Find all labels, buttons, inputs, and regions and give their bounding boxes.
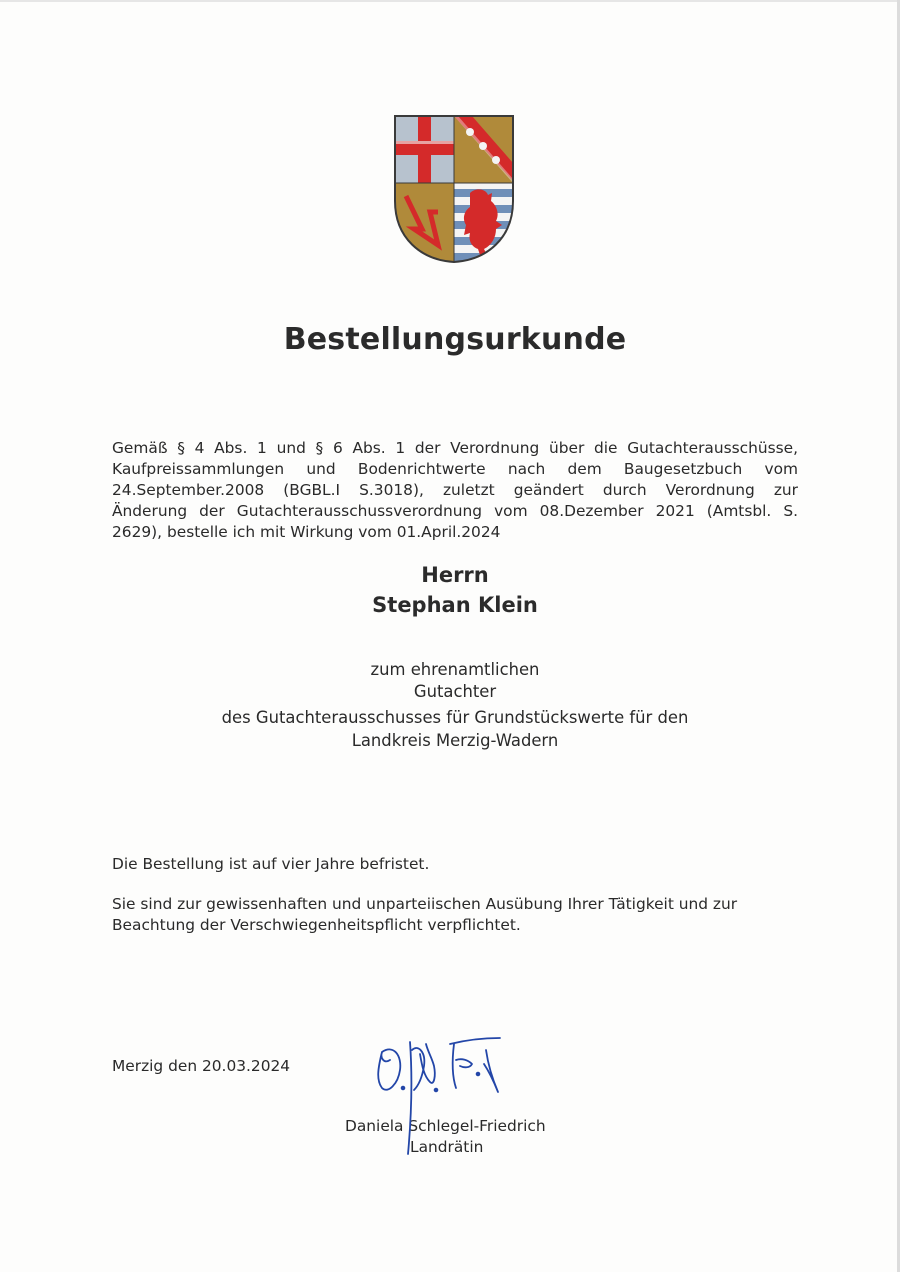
term-notice: Die Bestellung ist auf vier Jahre befristet.	[112, 855, 430, 873]
legal-basis-line: Änderung der Gutachterausschussverordnung vom 08.Dezember 2021 (Amtsbl. S.	[112, 502, 798, 520]
legal-basis-paragraph	[112, 438, 798, 543]
legal-basis-line: 24.September.2008 (BGBL.I S.3018), zuletzt geändert durch Verordnung zur	[112, 481, 798, 499]
role-line: Landkreis Merzig-Wadern	[351, 731, 559, 750]
obligation-notice: Sie sind zur gewissenhaften und unparteiischen Ausübung Ihrer Tätigkeit und zur Beachtung der Verschwiegenheitspflicht verpflichtet.	[112, 895, 738, 934]
document-title: Bestellungsurkunde	[283, 322, 627, 357]
role-line: Gutachter	[413, 682, 497, 701]
legal-basis-line: Kaufpreissammlungen und Bodenrichtwerte nach dem Baugesetzbuch vom	[112, 460, 798, 478]
signer-name: Daniela Schlegel-Friedrich	[345, 1117, 546, 1135]
appointee-name: Stephan Klein	[372, 593, 538, 617]
coat-of-arms-icon	[392, 113, 516, 265]
legal-basis-line: Gemäß § 4 Abs. 1 und § 6 Abs. 1 der Verordnung über die Gutachterausschüsse,	[112, 439, 798, 457]
role-line: des Gutachterausschusses für Grundstückswerte für den	[221, 708, 689, 727]
place-and-date: Merzig den 20.03.2024	[112, 1057, 291, 1075]
signer-title: Landrätin	[410, 1138, 484, 1156]
role-line: zum ehrenamtlichen	[370, 660, 540, 679]
handwritten-signature	[368, 1030, 508, 1160]
legal-basis-line: 2629), bestelle ich mit Wirkung vom 01.April.2024	[112, 523, 501, 541]
page-edge	[0, 0, 900, 2]
salutation: Herrn	[421, 563, 489, 587]
